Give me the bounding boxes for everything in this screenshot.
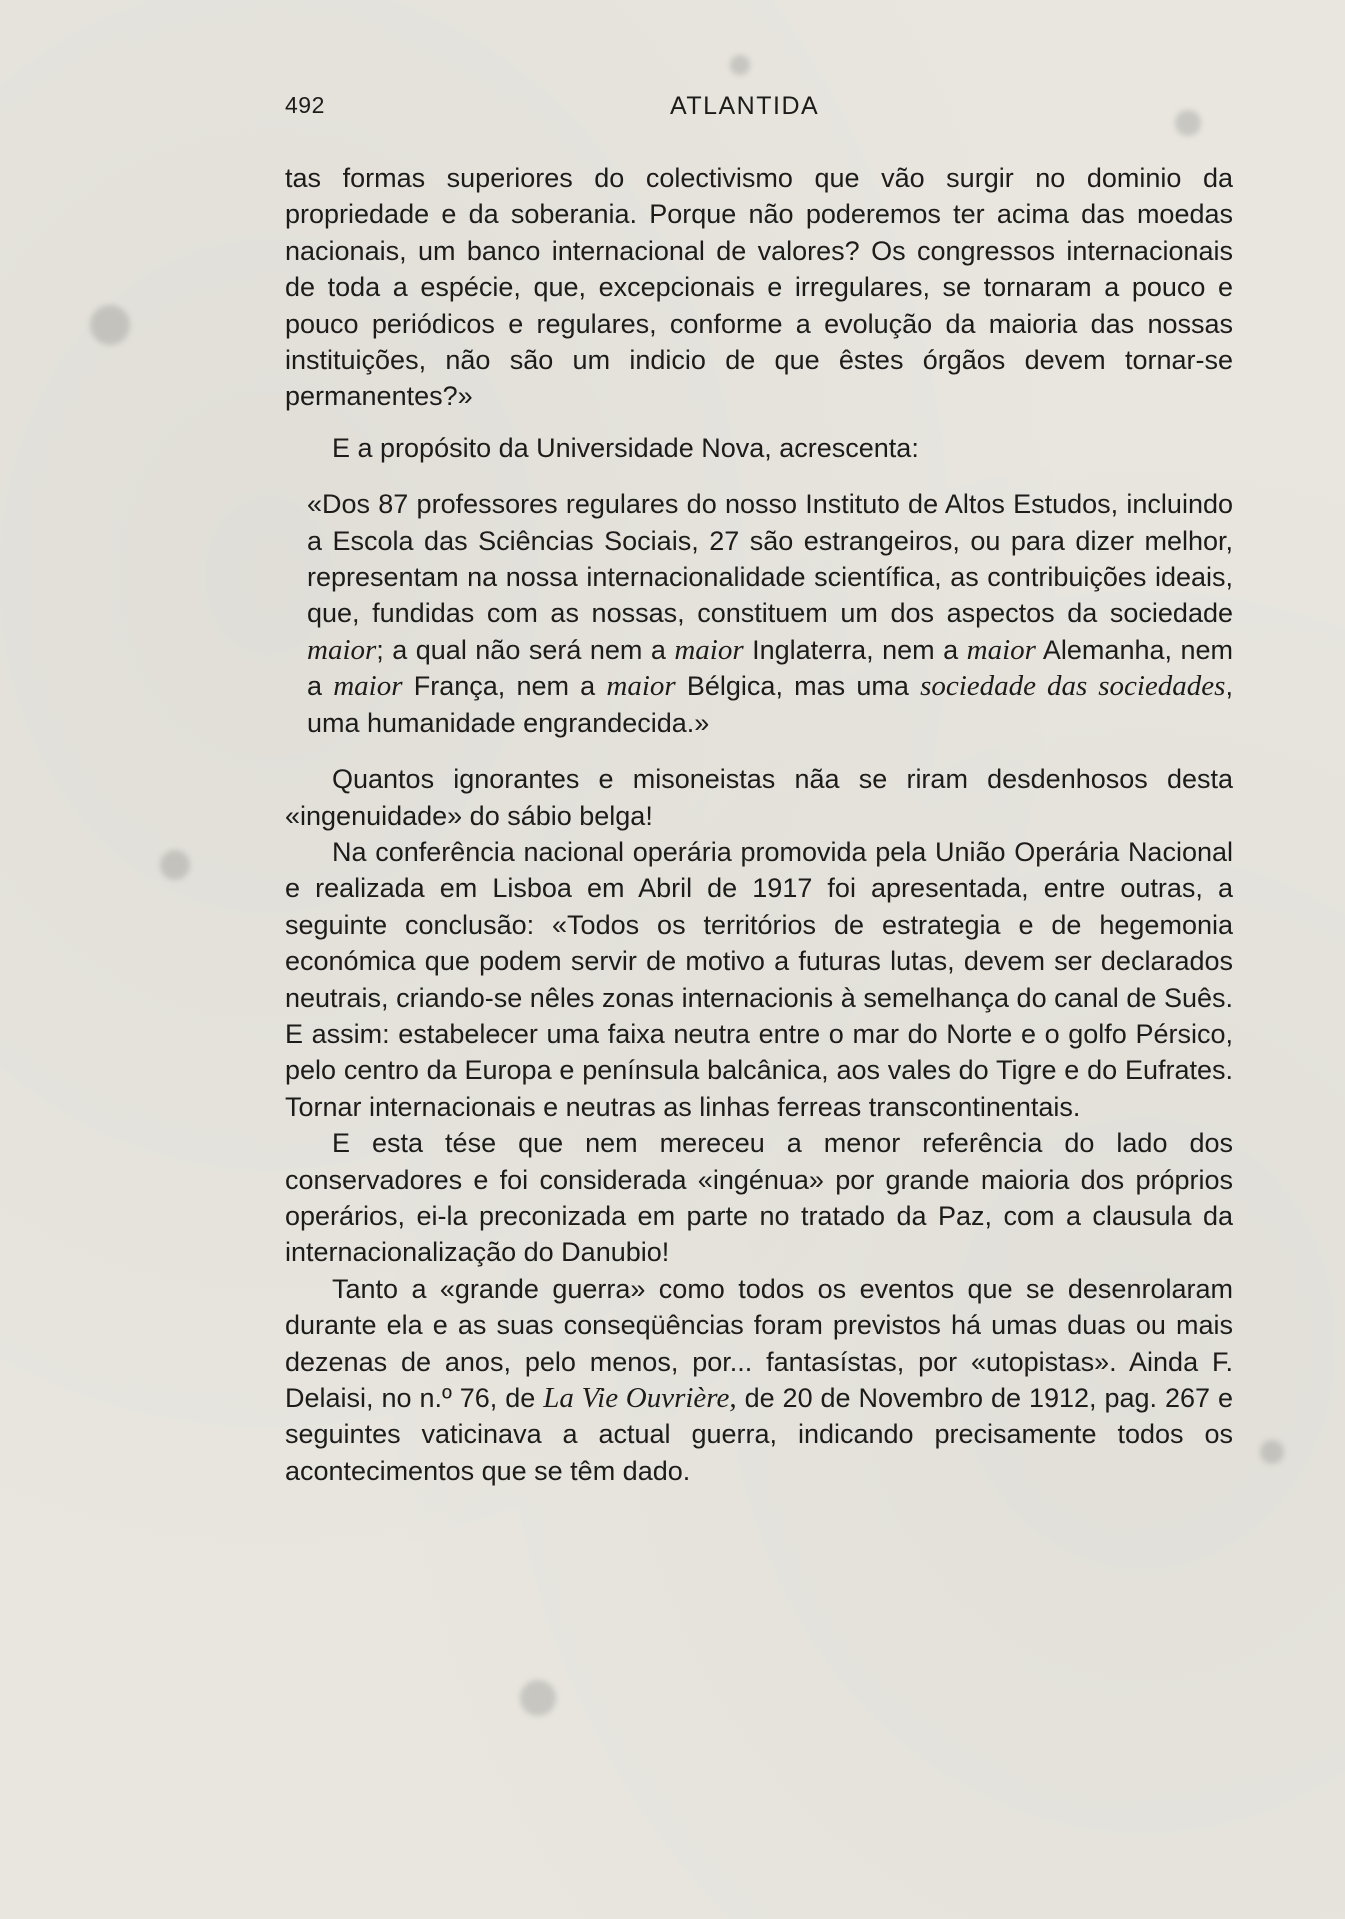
paragraph-continued: tas formas superiores do colectivismo que vão surgir no dominio da propriedade e da soberania. Porque não poderemos ter acima das moedas nacionais, um banco internacional de valores? Os congressos internacionais de toda a espécie, que, excepcionais e irregulares, se tornaram a pouco e pouco periódicos e regulares, conforme a evolução da maioria das nossas instituições, não são um indicio de que êstes órgãos devem tornar-se permanentes?» [285,163,1233,412]
emphasis-text: maior [307,633,377,666]
quote-text: Inglaterra, nem a [743,634,967,665]
quoted-paragraph [285,486,1233,741]
paragraph: E esta tése que nem mereceu a menor referência do lado dos conservadores e foi considerada «ingénua» por grande maioria dos próprios operários, ei-la preconizada em parte no tratado da Paz, com a clausula da internacionalização do Danubio! [285,1128,1233,1268]
paragraph-intro-quote: E a propósito da Universidade Nova, acrescenta: [332,432,919,463]
quote-text: , uma humanidade engrandecida.» [307,671,1233,738]
scan-speck [730,55,750,75]
paragraph-text: Tanto a «grande guerra» como todos os eventos que se desenrolaram durante ela e as suas conseqüências foram previstos há umas duas ou mais dezenas de anos, pelo menos, por... fantasístas, por «utopistas». Ainda F. Delaisi, no n.º 76, de [285,1273,1233,1413]
quote-text: Bélgica, mas uma [675,671,921,702]
quote-text: ; a qual não será nem a [376,634,675,665]
quote-text: França, nem a [402,671,607,702]
paragraph: Quantos ignorantes e misoneistas nãa se riram desdenhosos desta «ingenuidade» do sábio belga! [285,764,1233,831]
emphasis-text: La Vie Ouvrière, [543,1382,737,1414]
running-title: ATLANTIDA [670,92,820,120]
scan-speck [90,305,130,345]
quote-text: Alemanha, nem a [307,634,1233,702]
emphasis-text: maior [674,633,744,666]
emphasis-text: maior [333,670,403,703]
emphasis-text: maior [966,633,1036,666]
paragraph: Na conferência nacional operária promovida pela União Operária Nacional e realizada em Lisboa em Abril de 1917 foi apresentada, entre outras, a seguinte conclusão: «Todos os territórios de estrategia e de hegemonia económica que podem servir de motivo a futuras lutas, devem ser declarados neutrais, criando-se nêles zonas internacionis à semelhança do canal de Suês. E assim: estabelecer uma faixa neutra entre o mar do Norte e o golfo Pérsico, pelo centro da Europa e península balcânica, aos vales do Tigre e do Eufrates. Tornar internacionais e neutras as linhas ferreas transcontinentais. [285,836,1233,1122]
scan-speck [160,850,190,880]
page-number: 492 [285,92,325,118]
page-header [285,92,1230,128]
scan-speck [1260,1440,1284,1464]
quote-text: «Dos 87 professores regulares do nosso Instituto de Altos Estudos, incluindo a Escola das Sciências Sociais, 27 são estrangeiros, ou para dizer melhor, representam na nossa internacionalidade scientífica, as contribuições ideais, que, fundidas com as nossas, constituem um dos aspectos da sociedade [307,489,1233,629]
scan-speck [520,1680,556,1716]
paragraph-text: de 20 de Novembro de 1912, pag. 267 e seguintes vaticinava a actual guerra, indicando precisamente todos os acontecimentos que se têm dado. [285,1383,1234,1486]
body-text [285,160,1233,1489]
emphasis-text: maior [606,670,676,703]
emphasis-text: sociedade das sociedades [920,670,1226,703]
paragraph [285,1271,1233,1489]
